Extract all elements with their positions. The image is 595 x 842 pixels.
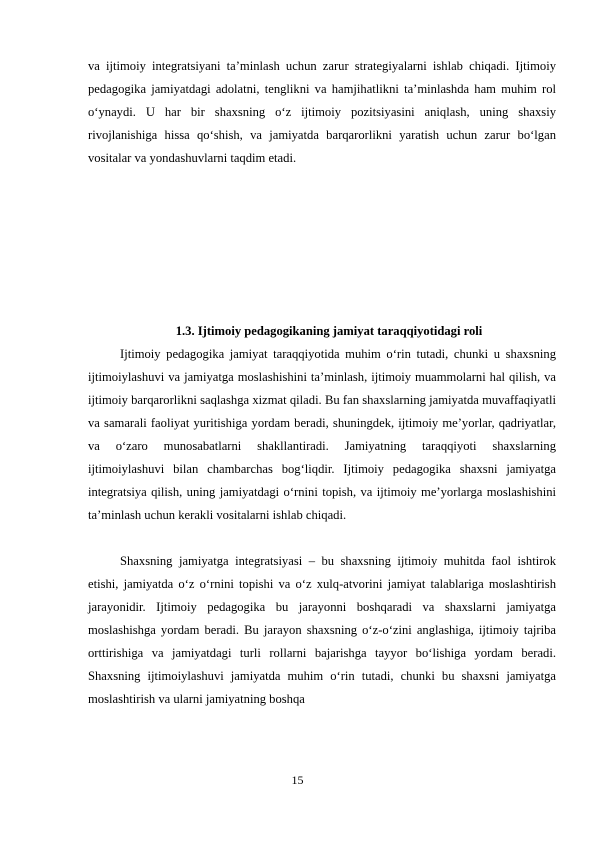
paragraph-intro: Ijtimoiy pedagogika jamiyat taraqqiyotida muhim o‘rin tutadi, chunki u shaxsning ijtimoiylashuvi va jamiyatga moslashishini ta’minlash, ijtimoiy muammolarni hal qilish, va ijtimoiy barqarorlikni saqlashga xizmat qiladi. Bu fan shaxslarning jamiyatda muvaffaqiyatli va samarali faoliyat yuritishiga yordam beradi, shuningdek, ijtimoiy me’yorlar, qadriyatlar, va o‘zaro munosabatlarni shakllantiradi. Jamiyatning taraqqiyoti shaxslarning ijtimoiylashuvi bilan chambarchas bog‘liqdir. Ijtimoiy pedagogika shaxsni jamiyatga integratsiya qilish, uning jamiyatdagi o‘rnini topish, va ijtimoiy me’yorlarga moslashishini ta’minlash uchun kerakli vositalarni ishlab chiqadi.	[88, 347, 556, 522]
section-heading: 1.3. Ijtimoiy pedagogikaning jamiyat taraqqiyotidagi roli	[175, 324, 483, 338]
page-number: 15	[291, 773, 304, 787]
paragraph-integration: Shaxsning jamiyatga integratsiyasi – bu shaxsning ijtimoiy muhitda faol ishtirok etishi, jamiyatda o‘z o‘rnini topishi va o‘z xulq-atvorini jamiyat talablariga moslashtirish jarayonidir. Ijtimoiy pedagogika bu jarayonni boshqaradi va shaxslarni jamiyatga moslashishga yordam beradi. Bu jarayon shaxsning o‘z-o‘zini anglashiga, ijtimoiy tajriba orttirishiga va jamiyatdagi turli rollarni bajarishga tayyor bo‘lishiga yordam beradi. Shaxsning ijtimoiylashuvi jamiyatda muhim o‘rin tutadi, chunki bu shaxsni jamiyatga moslashtirish va ularni jamiyatning boshqa	[88, 554, 556, 706]
paragraph-continued: va ijtimoiy integratsiyani ta’minlash uchun zarur strategiyalarni ishlab chiqadi. Ijtimoiy pedagogika jamiyatdagi adolatni, tenglikni va hamjihatlikni ta’minlashda ham muhim rol o‘ynaydi. U har bir shaxsning o‘z ijtimoiy pozitsiyasini aniqlash, uning shaxsiy rivojlanishiga hissa qo‘shish, va jamiyatda barqarorlikni yaratish uchun zarur bo‘lgan vositalar va yondashuvlarni taqdim etadi.	[88, 59, 556, 165]
